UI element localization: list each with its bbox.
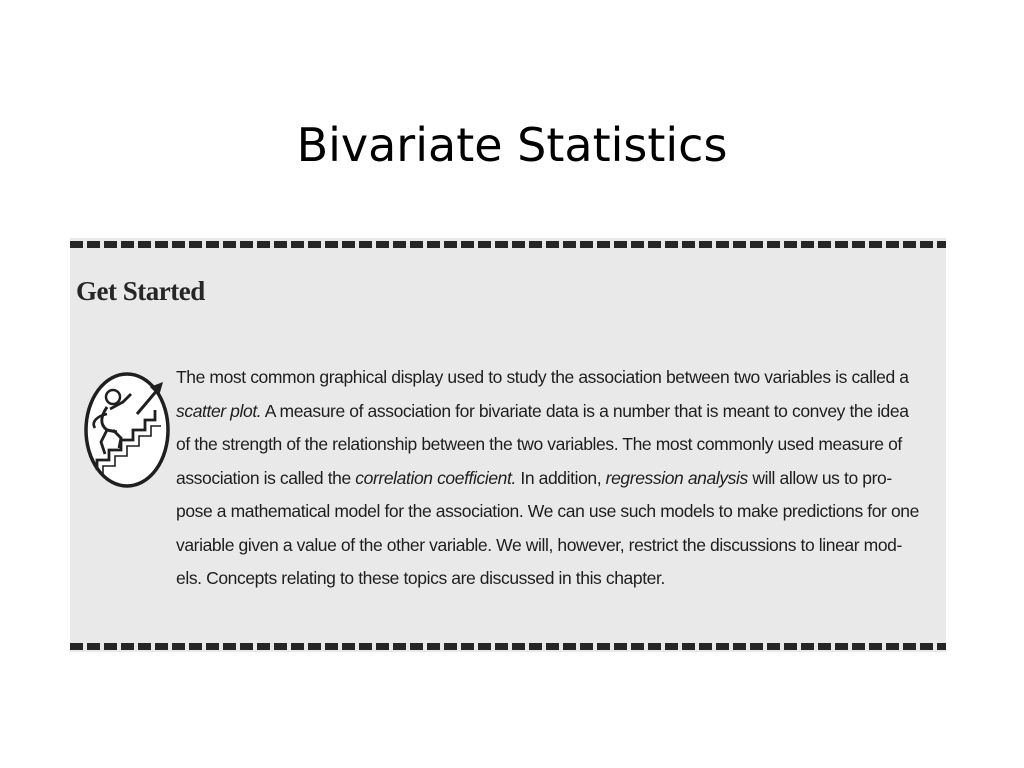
body-line bbox=[176, 361, 932, 395]
stair-climbing-figure-icon bbox=[77, 366, 181, 492]
body-text-run: pose a mathematical model for the association. We can use such models to make predictions for one bbox=[176, 501, 919, 521]
body-text-run: of the strength of the relationship between the two variables. The most commonly used measure of bbox=[176, 434, 902, 454]
body-line bbox=[176, 428, 932, 462]
panel-body-text bbox=[176, 361, 932, 596]
body-text-run: A measure of association for bivariate data is a number that is meant to convey the idea bbox=[261, 400, 909, 421]
body-term-regression-analysis: regression analysis bbox=[605, 467, 748, 488]
panel-heading: Get Started bbox=[76, 276, 205, 306]
slide-title: Bivariate Statistics bbox=[296, 118, 728, 172]
body-text-run: The most common graphical display used to study the association between two variables is called a bbox=[176, 367, 909, 387]
body-text-run: will allow us to pro- bbox=[747, 467, 892, 488]
body-text-run: variable given a value of the other variable. We will, however, restrict the discussions to linear mod- bbox=[176, 534, 902, 555]
body-line bbox=[176, 529, 932, 563]
body-term-scatter-plot: scatter plot. bbox=[176, 400, 262, 421]
body-line bbox=[176, 462, 932, 496]
body-line bbox=[176, 562, 932, 596]
dashed-rule-top bbox=[70, 241, 946, 248]
body-line bbox=[176, 495, 932, 529]
body-term-correlation-coefficient: correlation coefficient. bbox=[355, 467, 516, 488]
get-started-panel bbox=[70, 238, 946, 652]
body-text-run: els. Concepts relating to these topics are discussed in this chapter. bbox=[176, 568, 665, 588]
dashed-rule-bottom bbox=[70, 643, 946, 650]
body-text-run: In addition, bbox=[515, 467, 606, 488]
body-text-run: association is called the bbox=[176, 467, 356, 488]
body-line bbox=[176, 395, 932, 429]
